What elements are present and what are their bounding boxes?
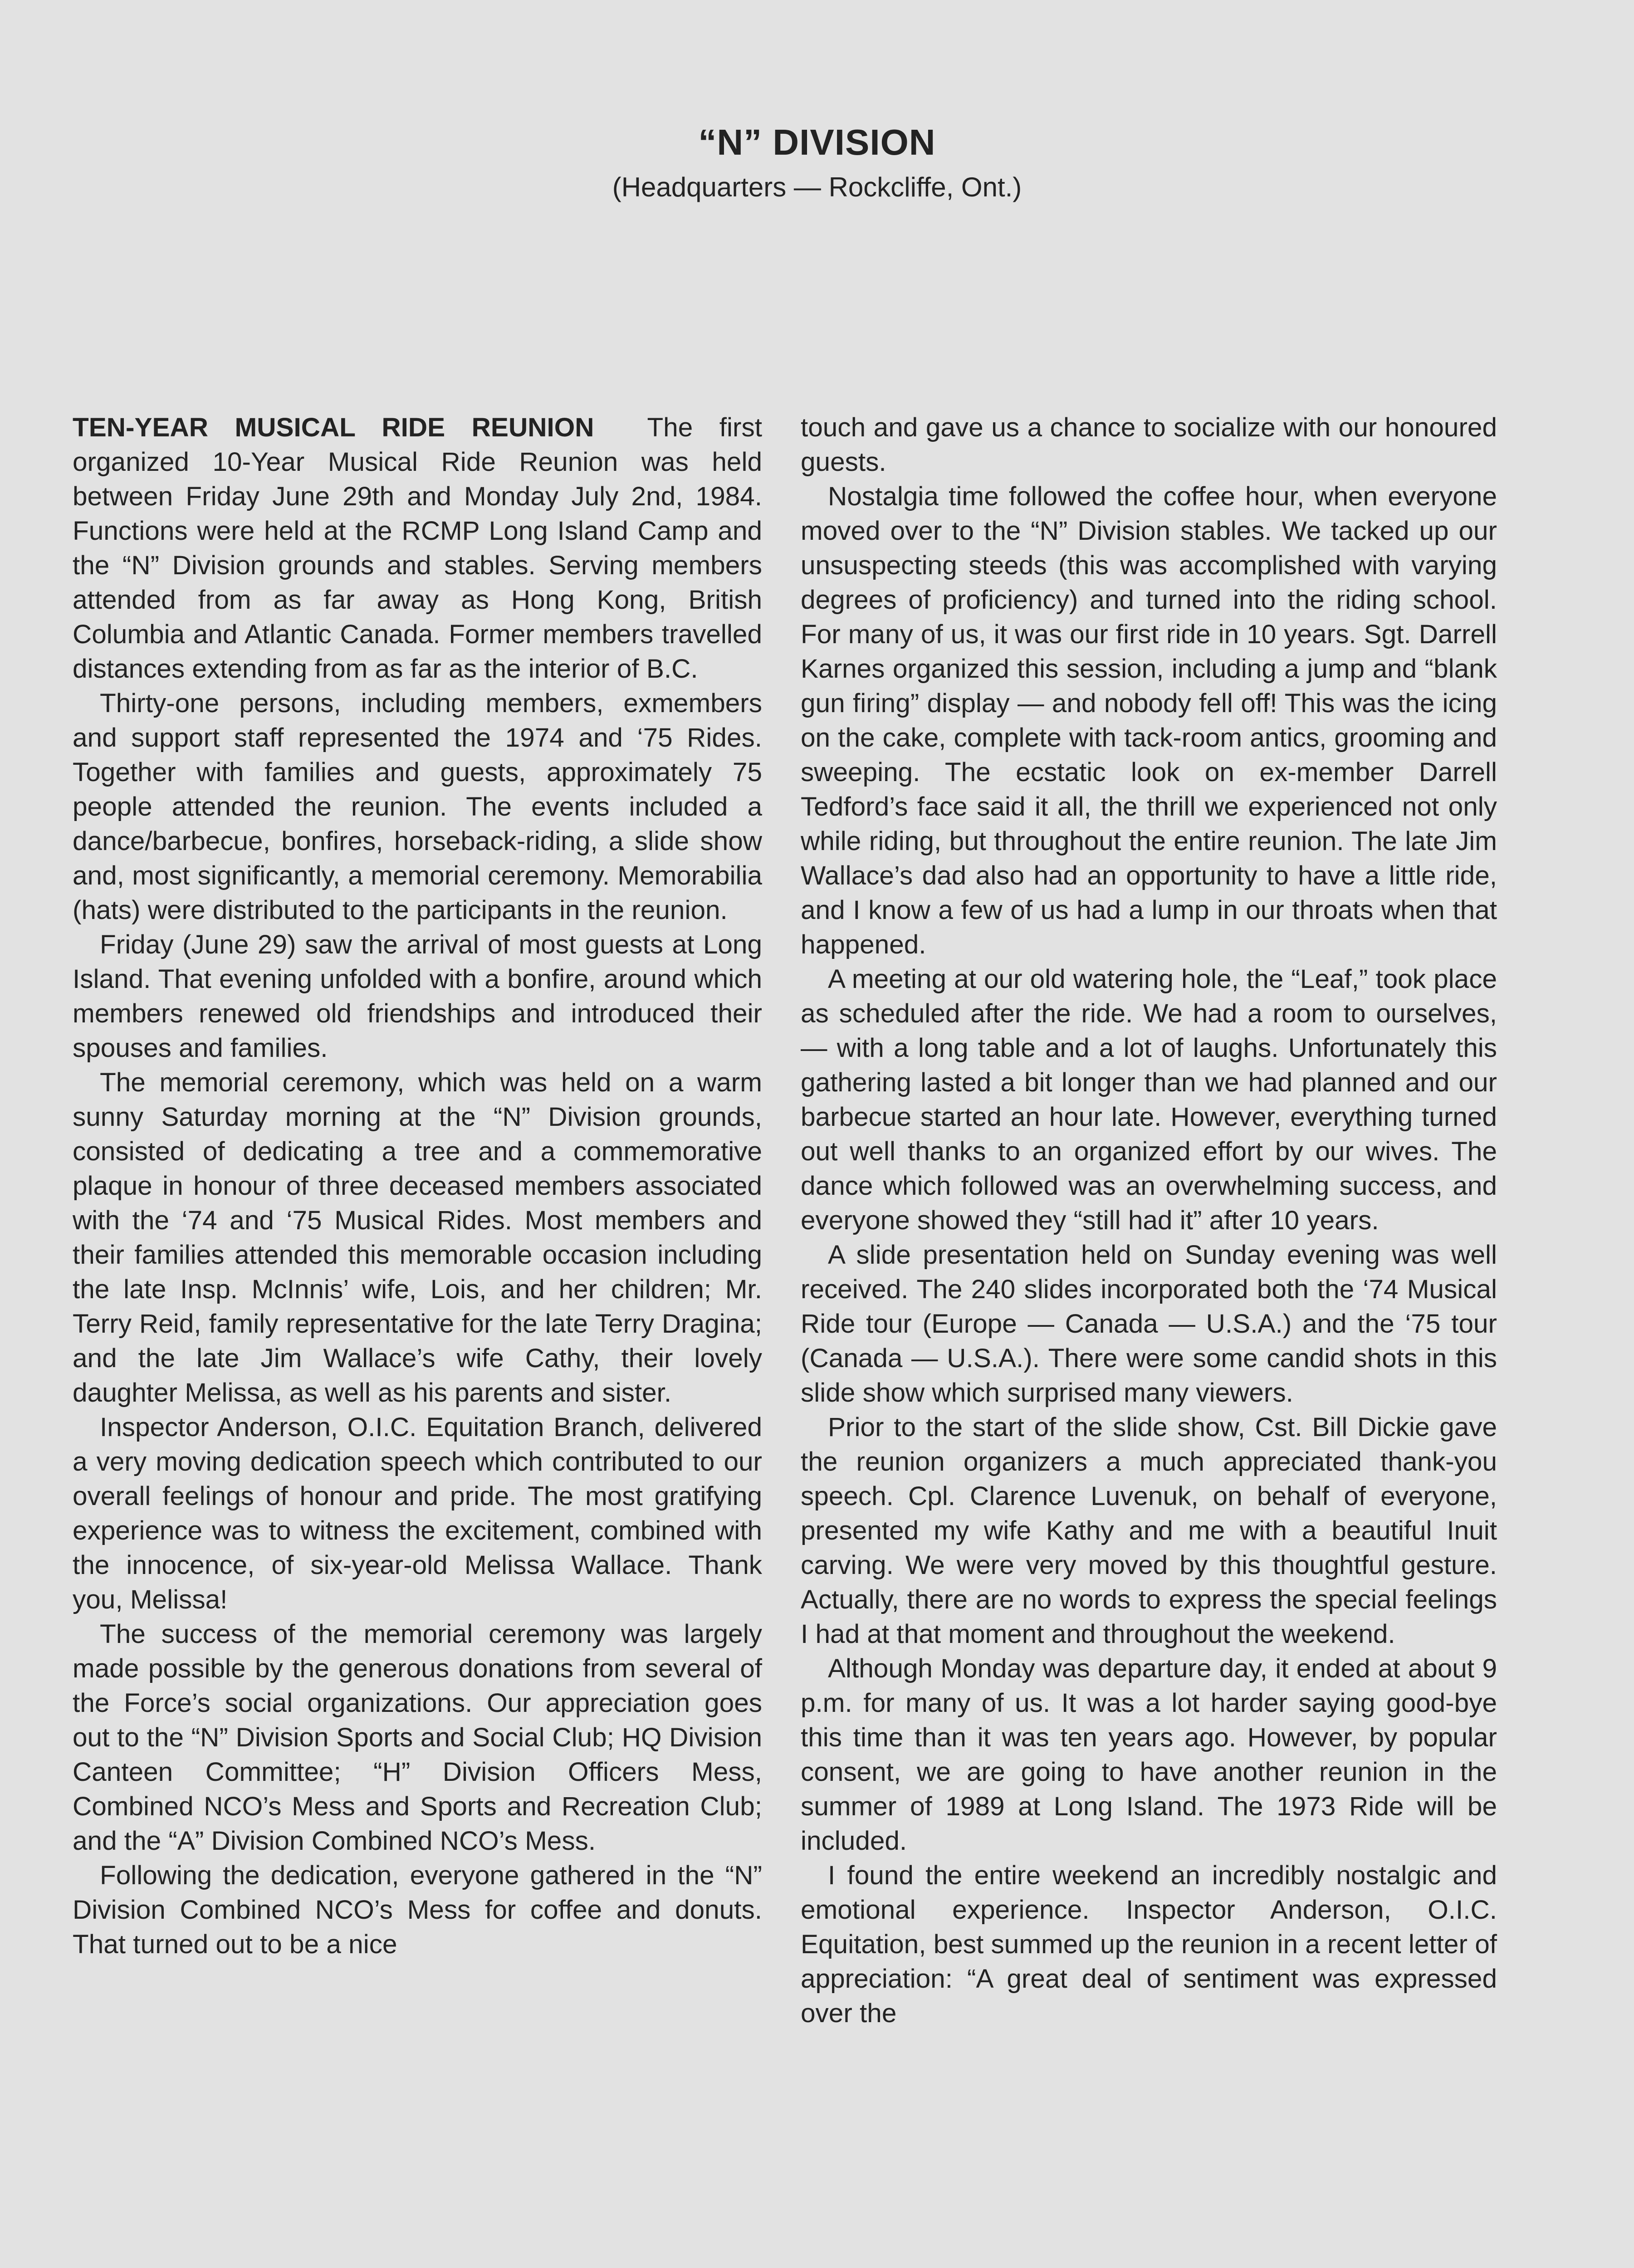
article-paragraph: A meeting at our old watering hole, the “Leaf,” took place as scheduled after the ride. We had a room to ourselves, — with a long table and a lot of laughs. Unfortunately this gathering lasted a bit longer than we had planned and our barbecue started an hour late. However, everything turned out well thanks to an organized effort by our wives. The dance which followed was an overwhelming success, and everyone showed they “still had it” after 10 years. [801, 964, 1497, 1235]
article-paragraph: The success of the memorial ceremony was largely made possible by the generous donations from several of the Force’s social organizations. Our appreciation goes out to the “N” Division Sports and Social Club; HQ Division Canteen Committee; “H” Division Officers Mess, Combined NCO’s Mess and Sports and Recreation Club; and the “A” Division Combined NCO’s Mess. [73, 1619, 762, 1856]
article-paragraph: Nostalgia time followed the coffee hour, when everyone moved over to the “N” Division stables. We tacked up our unsuspecting steeds (this was accomplished with varying degrees of proficiency) and turned into the riding school. For many of us, it was our first ride in 10 years. Sgt. Darrell Karnes organized this session, including a jump and “blank gun firing” display — and nobody fell off! This was the icing on the cake, complete with tack-room antics, grooming and sweeping. The ecstatic look on ex-member Darrell Tedford’s face said it all, the thrill we experienced not only while riding, but throughout the entire reunion. The late Jim Wallace’s dad also had an opportunity to have a little ride, and I know a few of us had a lump in our throats when that happened. [801, 482, 1497, 959]
article-paragraph: Although Monday was departure day, it ended at about 9 p.m. for many of us. It was a lot harder saying good-bye this time than it was ten years ago. However, by popular consent, we are going to have another reunion in the summer of 1989 at Long Island. The 1973 Ride will be included. [801, 1654, 1497, 1856]
section-header [0, 122, 1634, 202]
article-paragraph: Thirty-one persons, including members, exmembers and support staff represented the 1974 and ‘75 Rides. Together with families and guests, approximately 75 people attended the reunion. The events included a dance/barbecue, bonfires, horseback-riding, a slide show and, most significantly, a memorial ceremony. Memorabilia (hats) were distributed to the participants in the reunion. [73, 689, 762, 925]
right-column [801, 411, 1497, 2031]
division-title: “N” DIVISION [698, 122, 936, 162]
article-paragraph: I found the entire weekend an incredibly nostalgic and emotional experience. Inspector Anderson, O.I.C. Equitation, best summed up the reunion in a recent letter of appreciation: “A great deal of sentiment was expressed over the [801, 1861, 1497, 2028]
paragraph-text: The first organized 10-Year Musical Ride Reunion was held between Friday June 29th and Monday July 2nd, 1984. Functions were held at the RCMP Long Island Camp and the “N” Division grounds and stables. Serving members attended from as far away as Hong Kong, British Columbia and Atlantic Canada. Former members travelled distances extending from as far as the interior of B.C. [73, 413, 762, 684]
article-paragraph: The memorial ceremony, which was held on a warm sunny Saturday morning at the “N” Division grounds, consisted of dedicating a tree and a commemorative plaque in honour of three deceased members associated with the ‘74 and ‘75 Musical Rides. Most members and their families attended this memorable occasion including the late Insp. McInnis’ wife, Lois, and her children; Mr. Terry Reid, family representative for the late Terry Dragina; and the late Jim Wallace’s wife Cathy, their lovely daughter Melissa, as well as his parents and sister. [73, 1068, 762, 1408]
division-subtitle: (Headquarters — Rockcliffe, Ont.) [612, 172, 1022, 202]
article-paragraph: Inspector Anderson, O.I.C. Equitation Branch, delivered a very moving dedication speech which contributed to our overall feelings of honour and pride. The most gratifying experience was to witness the excitement, combined with the innocence, of six-year-old Melissa Wallace. Thank you, Melissa! [73, 1413, 762, 1614]
article-heading: TEN-YEAR MUSICAL RIDE REUNION [73, 413, 594, 442]
article-paragraph [73, 411, 762, 686]
article-paragraph: Prior to the start of the slide show, Cst. Bill Dickie gave the reunion organizers a much appreciated thank-you speech. Cpl. Clarence Luvenuk, on behalf of everyone, presented my wife Kathy and me with a beautiful Inuit carving. We were very moved by this thoughtful gesture. Actually, there are no words to express the special feelings I had at that moment and throughout the weekend. [801, 1413, 1497, 1649]
article-paragraph: Following the dedication, everyone gathered in the “N” Division Combined NCO’s Mess for coffee and donuts. That turned out to be a nice [73, 1861, 762, 1959]
left-column [73, 411, 762, 1962]
article-paragraph: touch and gave us a chance to socialize with our honoured guests. [801, 413, 1497, 477]
article-paragraph: A slide presentation held on Sunday evening was well received. The 240 slides incorporated both the ‘74 Musical Ride tour (Europe — Canada — U.S.A.) and the ‘75 tour (Canada — U.S.A.). There were some candid shots in this slide show which surprised many viewers. [801, 1240, 1497, 1408]
article-paragraph: Friday (June 29) saw the arrival of most guests at Long Island. That evening unfolded with a bonfire, around which members renewed old friendships and introduced their spouses and families. [73, 930, 762, 1063]
